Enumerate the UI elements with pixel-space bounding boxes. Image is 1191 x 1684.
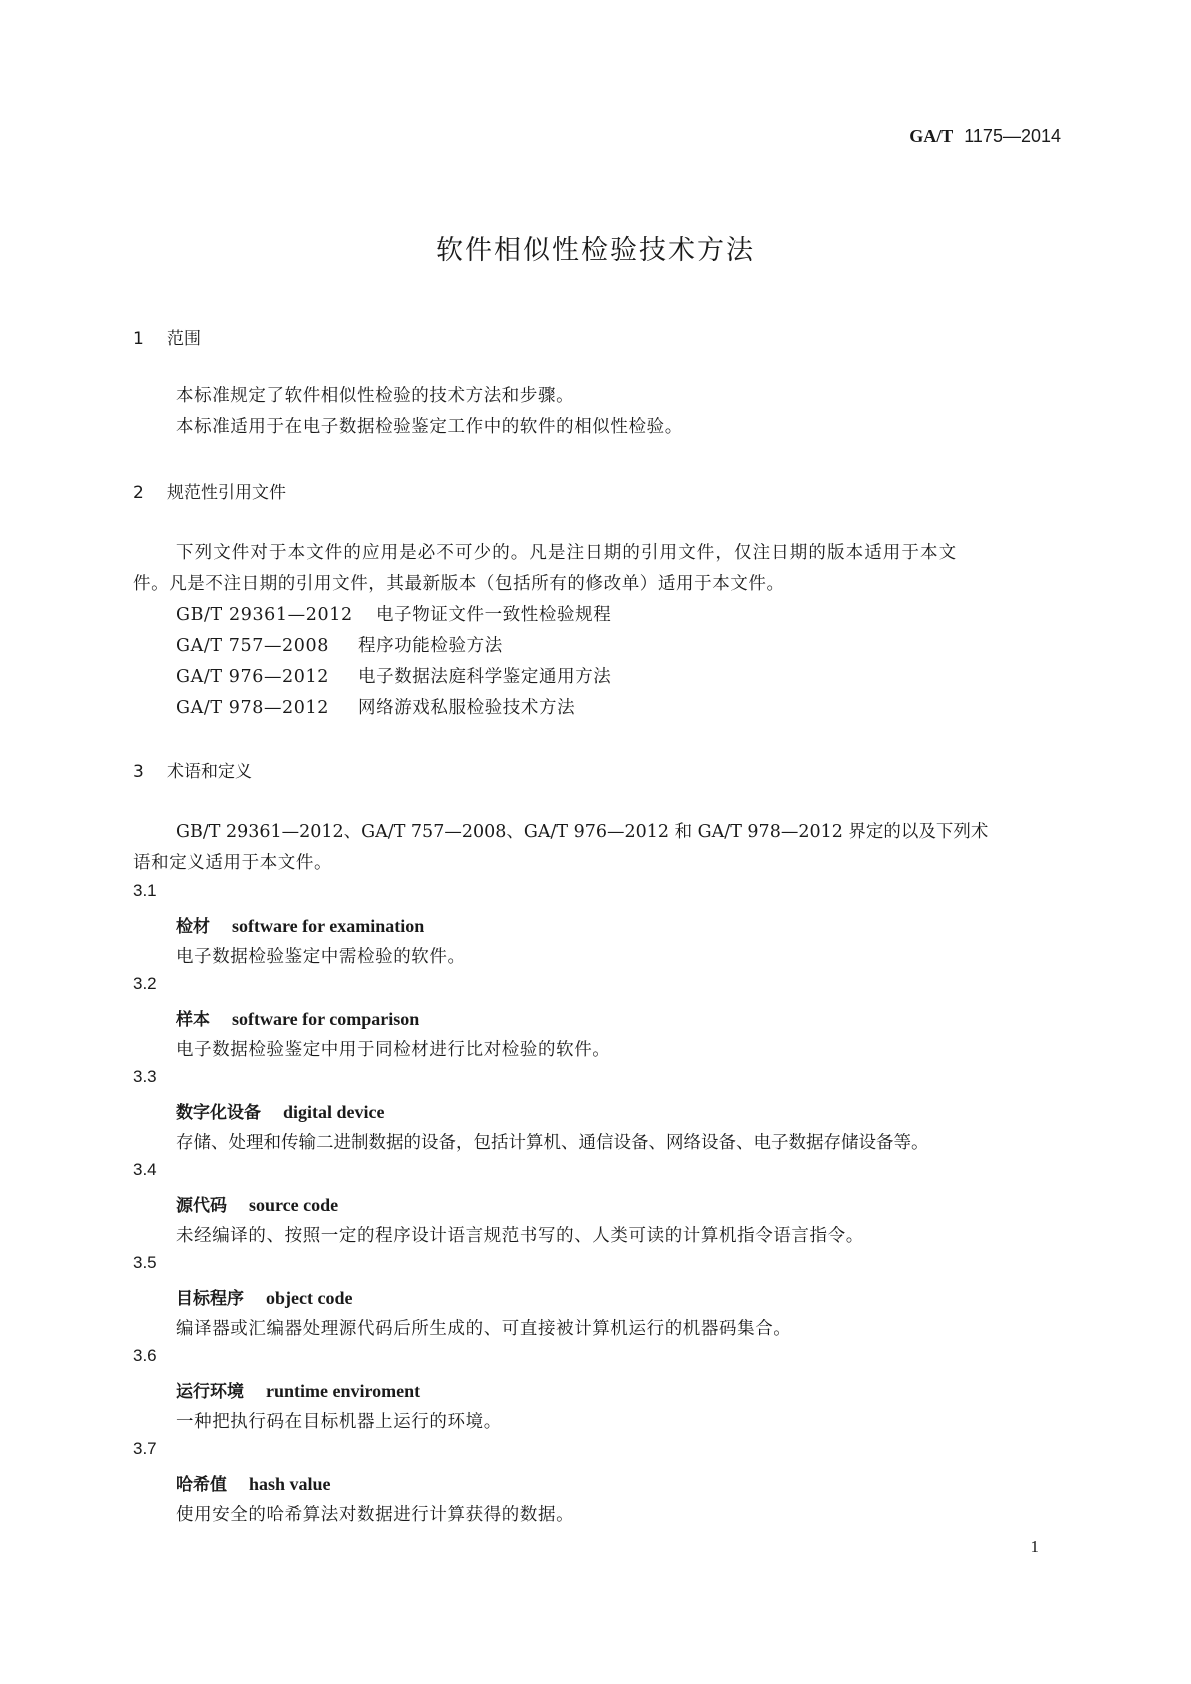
references-intro-line-2: 件。凡是不注日期的引用文件，其最新版本（包括所有的修改单）适用于本文件。: [133, 574, 785, 594]
term-number: 3.3: [133, 1067, 157, 1086]
terms-intro-line-1: GB/T 29361—2012、GA/T 757—2008、GA/T 976—2012 和 GA/T 978—2012 界定的以及下列术: [176, 822, 989, 842]
term-title: [176, 1005, 419, 1030]
term-number: 3.5: [133, 1253, 157, 1272]
page-number: 1: [1030, 1537, 1039, 1556]
standard-code: [909, 126, 1061, 147]
term-definition: 电子数据检验鉴定中用于同检材进行比对检验的软件。: [176, 1040, 611, 1060]
section-number: 3: [133, 762, 144, 782]
term-zh: 检材: [176, 917, 210, 937]
term-number: 3.2: [133, 974, 157, 993]
reference-code: GA/T 978—2012: [176, 698, 329, 718]
term-zh: 样本: [176, 1010, 210, 1030]
term-en: software for comparison: [232, 1009, 420, 1029]
term-number: 3.6: [133, 1346, 157, 1365]
term-title: [176, 1284, 352, 1309]
document-title: 软件相似性检验技术方法: [436, 235, 755, 266]
term-zh: 哈希值: [176, 1475, 227, 1495]
term-en: runtime enviroment: [266, 1381, 421, 1401]
term-definition: 存储、处理和传输二进制数据的设备，包括计算机、通信设备、网络设备、电子数据存储设备等。: [176, 1133, 929, 1153]
section-title: 术语和定义: [167, 762, 252, 782]
term-en: object code: [266, 1288, 353, 1308]
standard-number: 1175—2014: [964, 126, 1061, 146]
term-definition: 编译器或汇编器处理源代码后所生成的、可直接被计算机运行的机器码集合。: [176, 1319, 792, 1339]
scope-paragraph-1: 本标准规定了软件相似性检验的技术方法和步骤。: [176, 386, 575, 406]
term-title: [176, 1470, 331, 1495]
section-number: 1: [133, 329, 144, 349]
reference-item: [176, 601, 611, 626]
term-zh: 目标程序: [176, 1289, 244, 1309]
scope-paragraph-2: 本标准适用于在电子数据检验鉴定工作中的软件的相似性检验。: [176, 417, 683, 437]
reference-code: GB/T 29361—2012: [176, 605, 353, 625]
term-number: 3.1: [133, 881, 157, 900]
section-title: 规范性引用文件: [167, 483, 286, 503]
section-1-heading: [133, 324, 201, 349]
reference-title: 网络游戏私服检验技术方法: [358, 698, 576, 718]
term-en: digital device: [283, 1102, 385, 1122]
term-definition: 未经编译的、按照一定的程序设计语言规范书写的、人类可读的计算机指令语言指令。: [176, 1226, 864, 1246]
term-title: [176, 912, 424, 937]
section-number: 2: [133, 483, 144, 503]
term-zh: 运行环境: [176, 1382, 244, 1402]
term-title: [176, 1191, 338, 1216]
reference-item: [176, 694, 575, 719]
terms-intro-line-2: 语和定义适用于本文件。: [133, 853, 333, 873]
references-intro-line-1: 下列文件对于本文件的应用是必不可少的。凡是注日期的引用文件，仅注日期的版本适用于本文: [176, 543, 958, 563]
reference-title: 程序功能检验方法: [358, 636, 503, 656]
term-number: 3.4: [133, 1160, 157, 1179]
section-2-heading: [133, 478, 286, 503]
reference-title: 电子物证文件一致性检验规程: [376, 605, 612, 625]
term-definition: 电子数据检验鉴定中需检验的软件。: [176, 947, 466, 967]
term-number: 3.7: [133, 1439, 157, 1458]
term-title: [176, 1098, 385, 1123]
reference-item: [176, 663, 611, 688]
section-3-heading: [133, 757, 252, 782]
term-definition: 使用安全的哈希算法对数据进行计算获得的数据。: [176, 1505, 575, 1525]
term-zh: 源代码: [176, 1196, 227, 1216]
term-title: [176, 1377, 420, 1402]
reference-code: GA/T 757—2008: [176, 636, 329, 656]
standard-prefix: GA/T: [909, 126, 954, 146]
term-en: hash value: [249, 1474, 331, 1494]
reference-code: GA/T 976—2012: [176, 667, 329, 687]
term-en: source code: [249, 1195, 339, 1215]
term-en: software for examination: [232, 916, 425, 936]
reference-item: [176, 632, 503, 657]
term-definition: 一种把执行码在目标机器上运行的环境。: [176, 1412, 502, 1432]
reference-title: 电子数据法庭科学鉴定通用方法: [358, 667, 612, 687]
term-zh: 数字化设备: [176, 1103, 261, 1123]
section-title: 范围: [167, 329, 201, 349]
